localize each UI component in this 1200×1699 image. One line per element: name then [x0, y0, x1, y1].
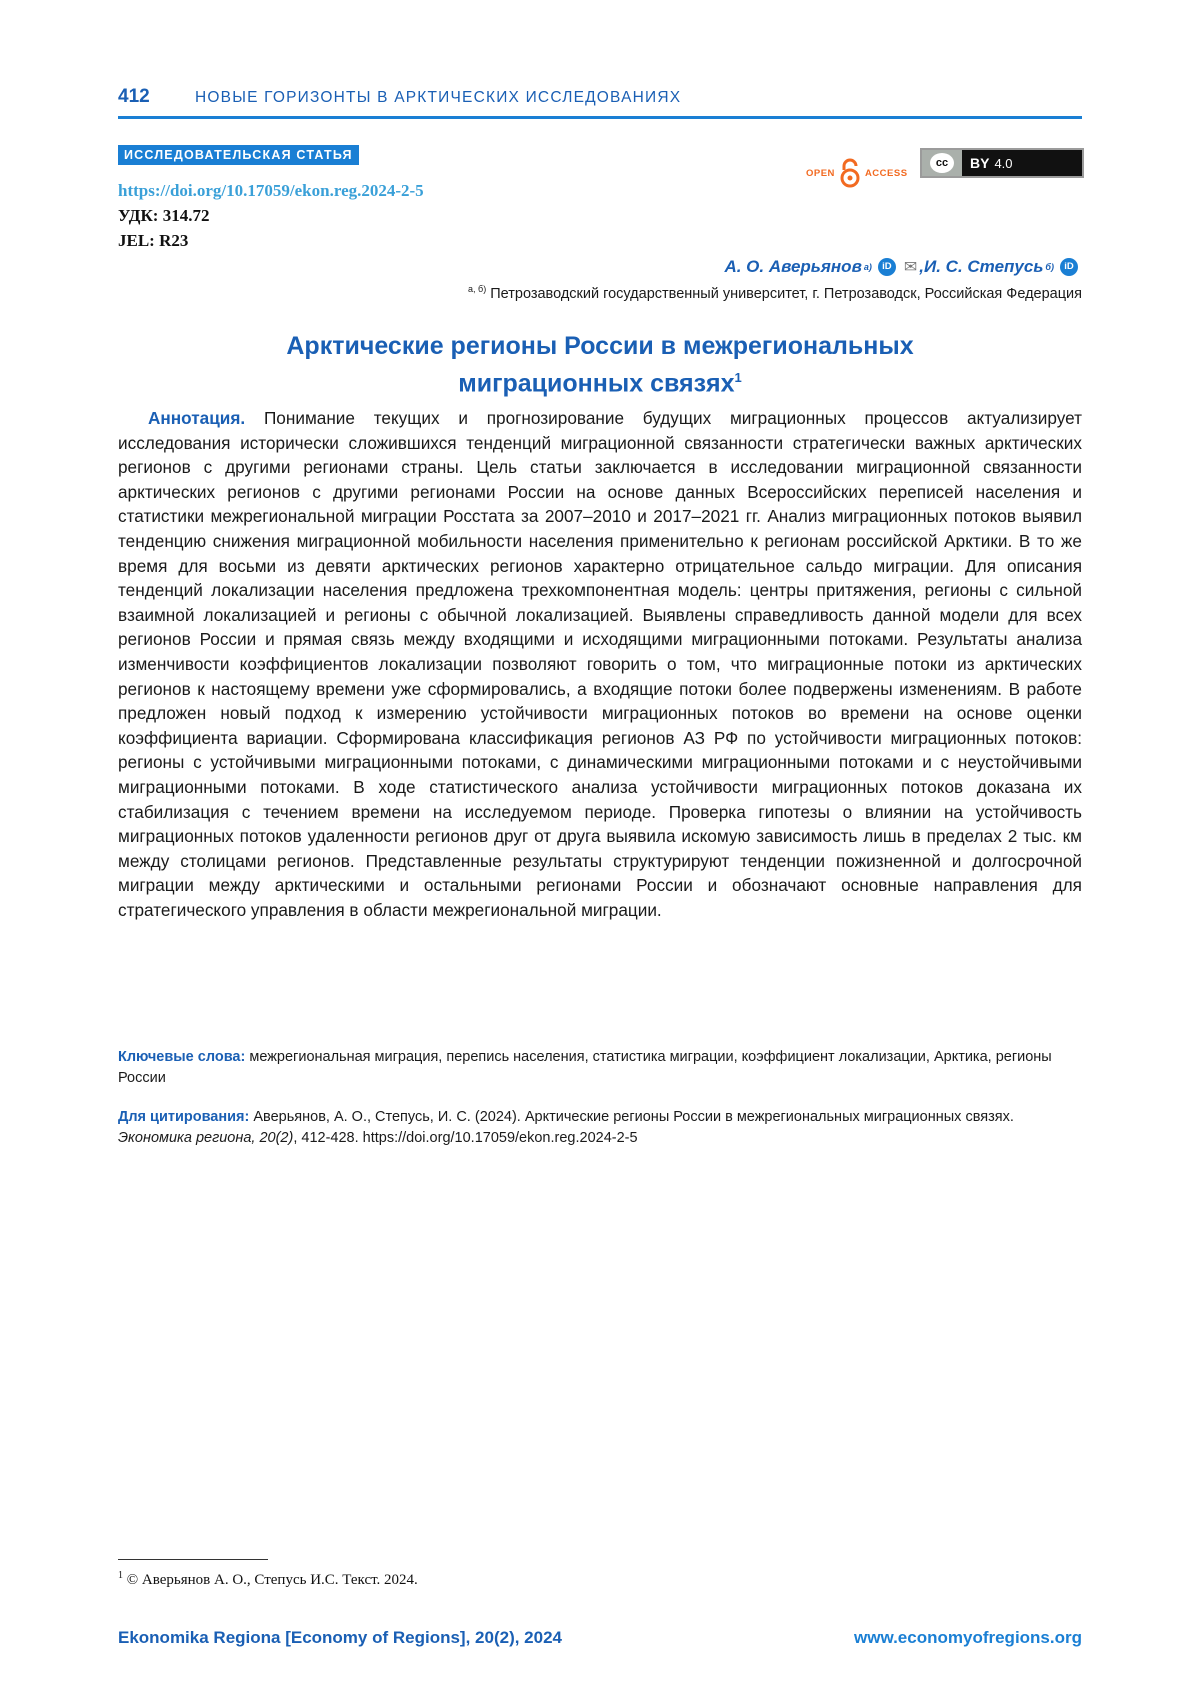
citation-text: Аверьянов, А. О., Степусь, И. С. (2024). Арктические регионы России в межрегиональных миграционных связях.: [253, 1109, 1014, 1125]
author-1-name: А. О. Аверьянов: [724, 257, 862, 276]
page-number: 412: [118, 86, 150, 107]
doi-link[interactable]: https://doi.org/10.17059/ekon.reg.2024-2-5: [118, 181, 424, 200]
open-access-left-text: OPEN: [806, 167, 835, 179]
header-rule: [118, 116, 1082, 119]
cc-symbol: cc: [930, 153, 954, 173]
open-access-lock-icon: [839, 158, 861, 188]
cc-icon: [922, 150, 962, 176]
keywords-label: Ключевые слова:: [118, 1049, 246, 1065]
affiliation: [468, 284, 1082, 302]
citation-label: Для цитирования:: [118, 1109, 250, 1125]
orcid-icon[interactable]: iD: [878, 258, 896, 276]
author-2-name: И. С. Степусь: [924, 257, 1044, 276]
footnote-rule: [118, 1559, 268, 1560]
footnote-mark: 1: [118, 1570, 123, 1581]
keywords: [118, 1047, 1082, 1089]
footer-journal: Ekonomika Regiona [Economy of Regions], 20(2), 2024: [118, 1628, 562, 1647]
abstract: [118, 406, 1082, 922]
udk-code: УДК: 314.72: [118, 206, 210, 225]
footnote: [118, 1570, 418, 1589]
mail-icon[interactable]: ✉: [903, 259, 918, 276]
authors-line: [724, 257, 1082, 277]
title-line-1: Арктические регионы России в межрегиональных: [286, 332, 914, 360]
jel-code: JEL: R23: [118, 231, 189, 250]
citation: [118, 1107, 1082, 1149]
keywords-text: межрегиональная миграция, перепись населения, статистика миграции, коэффициент локализации, Арктика, регионы России: [118, 1049, 1052, 1086]
article-title: [118, 330, 1082, 399]
cc-version: 4.0: [994, 155, 1013, 171]
citation-pages-doi: , 412-428. https://doi.org/10.17059/ekon.reg.2024-2-5: [293, 1130, 638, 1146]
orcid-icon[interactable]: iD: [1060, 258, 1078, 276]
affiliation-text: Петрозаводский государственный университет, г. Петрозаводск, Российская Федерация: [490, 285, 1082, 302]
title-footnote-mark: 1: [734, 370, 742, 385]
citation-journal: Экономика региона, 20(2): [118, 1130, 294, 1146]
footer-website-link[interactable]: www.economyofregions.org: [854, 1628, 1082, 1647]
abstract-text: Понимание текущих и прогнозирование будущих миграционных процессов актуализирует исследования исторически сложившихся тенденций миграционной связанности стратегически важных арктических регионов с другими регионами страны. Цель статьи заключается в исследовании миграционной связанности арктических регионов с другими регионами России на основе данных Всероссийских переписей населения и статистики межрегиональной миграции Росстата за 2007–2010 и 2017–2021 гг. Анализ миграционных потоков выявил тенденцию снижения миграционной мобильности населения применительно к регионам российской Арктики. В то же время для восьми из девяти арктических регионов характерно отрицательное сальдо миграции. Для описания тенденций локализации населения предложена трехкомпонентная модель: центры притяжения, регионы с сильной взаимной локализацией и регионы с обычной локализацией. Выявлены справедливость данной модели для всех регионов России и прямая связь между входящими и исходящими миграционными потоками. Результаты анализа изменчивости коэффициентов локализации позволяют говорить о том, что миграционные потоки из арктических регионов к настоящему времени уже сформировались, а входящие потоки более подвержены изменениям. В работе предложен новый подход к измерению устойчивости миграционных потоков во времени на основе оценки коэффициента вариации. Сформирована классификация регионов АЗ РФ по устойчивости миграционных потоков: регионы с устойчивыми миграционными потоками, с динамическими миграционными потоками и с неустойчивыми миграционными потоками. В ходе статистического анализа устойчивости миграционных потоков доказана их стабилизация с течением времени на исследуемом периоде. Проверка гипотезы о влиянии на устойчивость миграционных потоков удаленности регионов друг от друга выявила искомую зависимость лишь в пределах 2 тыс. км между столицами регионов. Представленные результаты структурируют тенденции пожизненной и долгосрочной миграции между арктическими и остальными регионами России и обозначают основные направления для стратегического управления в области межрегиональной миграции.: [118, 408, 1082, 920]
article-type-label: ИССЛЕДОВАТЕЛЬСКАЯ СТАТЬЯ: [118, 145, 359, 165]
journal-section-title: НОВЫЕ ГОРИЗОНТЫ В АРКТИЧЕСКИХ ИССЛЕДОВАНИЯХ: [195, 89, 682, 106]
title-line-2: миграционных связях: [458, 369, 735, 398]
abstract-label: Аннотация.: [148, 408, 246, 428]
cc-license-badge[interactable]: [920, 148, 1084, 178]
author-separator: ,: [919, 257, 924, 276]
cc-type: BY: [970, 155, 990, 171]
author-1-superscript: а): [863, 262, 872, 272]
affiliation-superscript: а, б): [468, 284, 487, 294]
author-2-superscript: б): [1045, 262, 1054, 272]
open-access-logo: [806, 158, 908, 188]
footnote-text: © Аверьянов А. О., Степусь И.С. Текст. 2024.: [126, 1572, 418, 1588]
open-access-right-text: ACCESS: [864, 167, 908, 179]
